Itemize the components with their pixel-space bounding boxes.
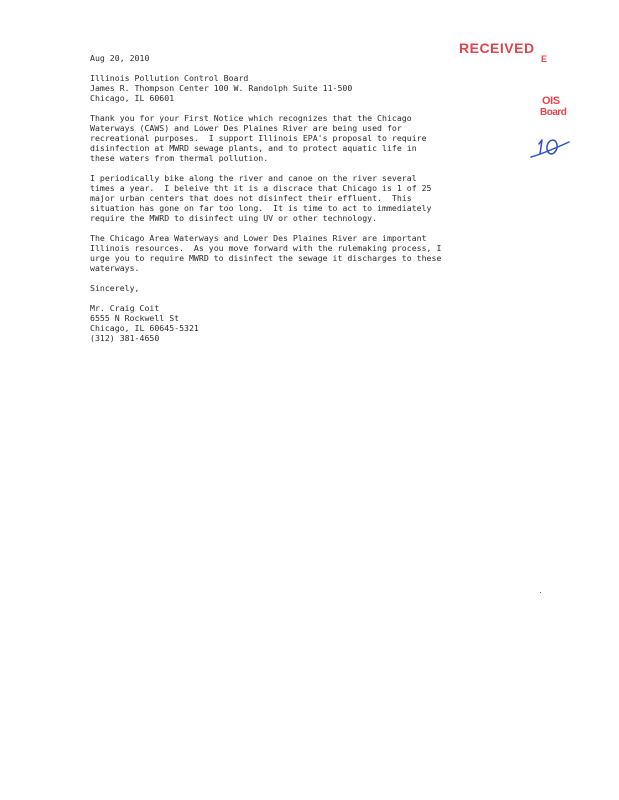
signature-line: Chicago, IL 60645-5321	[90, 323, 199, 333]
paragraph-line: these waters from thermal pollution.	[90, 153, 269, 163]
scan-speck	[540, 592, 541, 593]
signature-line: 6555 N Rockwell St	[90, 313, 180, 323]
recipient-line: Chicago, IL 60601	[90, 93, 175, 103]
paragraph-line: times a year. I beleive tht it is a discrace that Chicago is 1 of 25	[90, 183, 432, 193]
paragraph-line: Thank you for your First Notice which recognizes that the Chicago	[90, 113, 412, 123]
paragraph-line: major urban centers that does not disinfect their effluent. This	[90, 193, 412, 203]
recipient-line: James R. Thompson Center 100 W. Randolph Suite 11-500	[90, 83, 353, 93]
recipient-address	[90, 73, 490, 103]
paragraph-first-notice	[90, 113, 490, 163]
board-stamp: Board	[540, 107, 567, 118]
paragraph-line: disinfection at MWRD sewage plants, and to protect aquatic life in	[90, 143, 417, 153]
paragraph-resources	[90, 233, 490, 273]
letter-body	[90, 53, 490, 343]
received-stamp-sub: E	[541, 54, 548, 64]
signature-block	[90, 303, 490, 343]
paragraph-line: recreational purposes. I support Illinois EPA's proposal to require	[90, 133, 427, 143]
paragraph-line: urge you to require MWRD to disinfect the sewage it discharges to these	[90, 253, 442, 263]
letter-closing: Sincerely,	[90, 283, 140, 293]
paragraph-line: I periodically bike along the river and canoe on the river several	[90, 173, 417, 183]
recipient-line: Illinois Pollution Control Board	[90, 73, 249, 83]
signature-line: (312) 381-4650	[90, 333, 160, 343]
handwritten-annotation	[530, 128, 572, 160]
paragraph-line: Waterways (CAWS) and Lower Des Plaines River are being used for	[90, 123, 402, 133]
signature-line: Mr. Craig Coit	[90, 303, 160, 313]
paragraph-line: The Chicago Area Waterways and Lower Des Plaines River are important	[90, 233, 427, 243]
paragraph-line: waterways.	[90, 263, 140, 273]
paragraph-line: require the MWRD to disinfect uing UV or other technology.	[90, 213, 378, 223]
paragraph-line: Illinois resources. As you move forward with the rulemaking process, I	[90, 243, 442, 253]
paragraph-line: situation has gone on far too long. It is time to act to immediately	[90, 203, 432, 213]
paragraph-personal	[90, 173, 490, 223]
letter-date: Aug 20, 2010	[90, 53, 150, 63]
received-stamp: RECEIVED	[459, 40, 535, 56]
ois-stamp: OIS	[542, 95, 560, 107]
